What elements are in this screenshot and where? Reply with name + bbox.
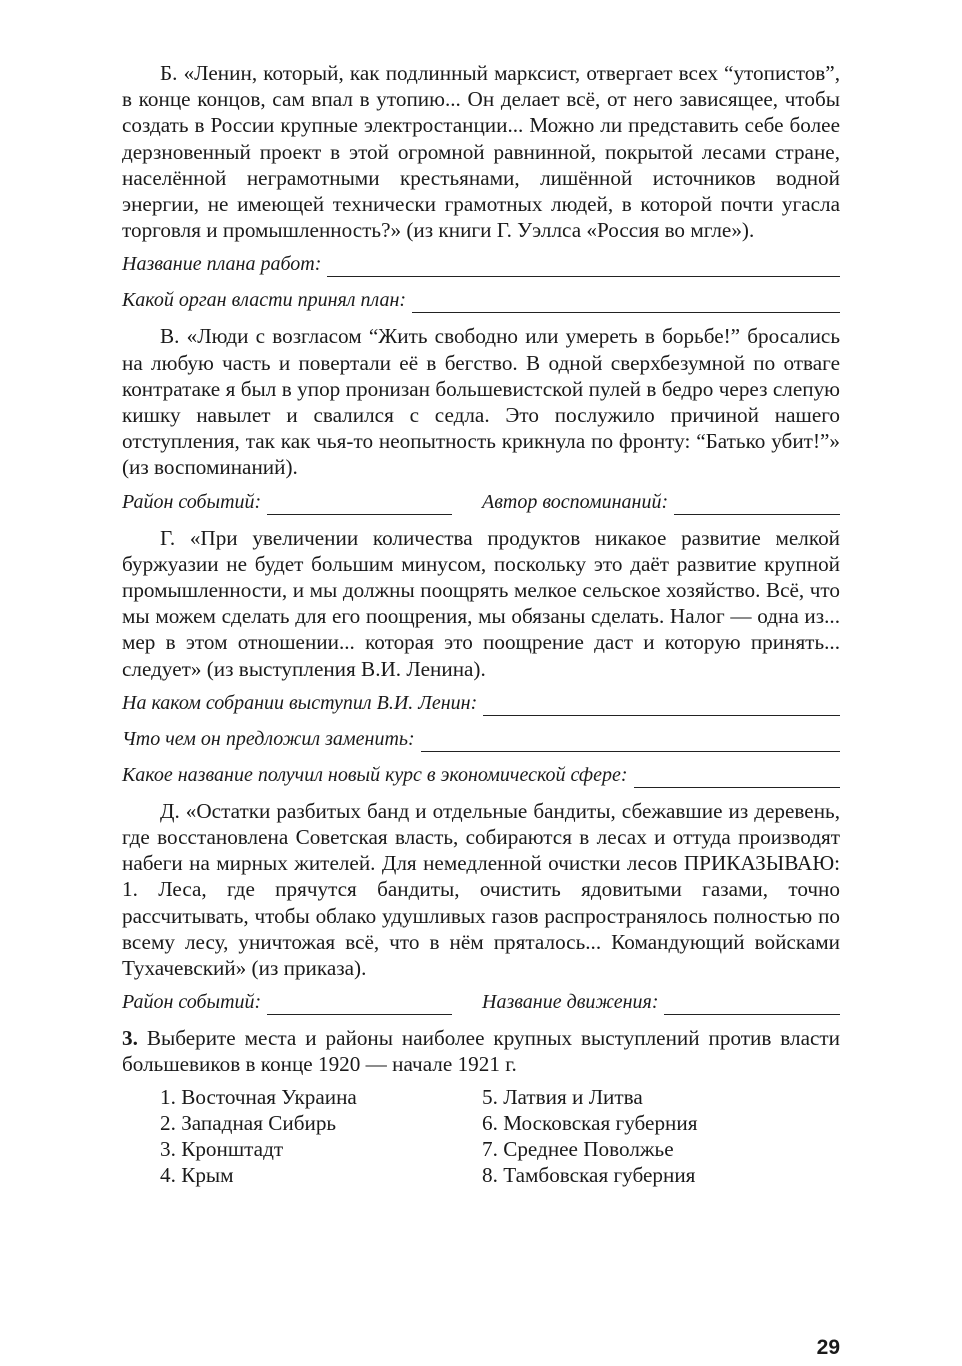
field-congress-label: На каком собрании выступил В.И. Ленин: bbox=[122, 691, 478, 714]
option-4[interactable]: 4. Крым bbox=[160, 1163, 234, 1188]
quote-d: Д. «Остатки разбитых банд и отдельные бандиты, сбежавшие из деревень, где восстановлена Советская власть, собираются в лесах и оттуда производят набеги на мирных жителей. Для немедленной очистки лесов ПРИКАЗЫВАЮ: 1. Леса, где прячутся бандиты, очистить ядовитыми газами, точно рассчитывать, чтобы облако удушливых газов распространялось полностью по всему лесу, уничтожая всё, что в нём пряталось... Командующий войсками Тухачевский» (из приказа). bbox=[122, 798, 840, 981]
field-authority-label: Какой орган власти принял план: bbox=[122, 289, 407, 312]
option-7[interactable]: 7. Среднее Поволжье bbox=[482, 1137, 674, 1162]
option-3[interactable]: 3. Кронштадт bbox=[160, 1137, 284, 1162]
field-plan-name-label: Название плана работ: bbox=[122, 253, 322, 276]
field-plan-name bbox=[122, 251, 840, 277]
answer-line-region-v[interactable] bbox=[267, 495, 452, 515]
quote-v: В. «Люди с возгласом “Жить свободно или умереть в борьбе!” бросались на любую часть и повертали её в бегство. В одной сверхбезумной по отваге контратаке я был в упор пронизан большевистской пулей в бедро через слепую кишку навылет и свалился с седла. Это послужило причиной нашего отступления, так как чья-то неопытность крикнула по фронту: “Батько убит!”» (из воспоминаний). bbox=[122, 324, 840, 480]
option-5[interactable]: 5. Латвия и Литва bbox=[482, 1084, 643, 1109]
task-3-options bbox=[160, 1084, 840, 1189]
answer-line-authority[interactable] bbox=[412, 293, 840, 313]
answer-line-course-name[interactable] bbox=[634, 768, 840, 788]
field-authority bbox=[122, 287, 840, 313]
field-region-d bbox=[122, 989, 452, 1015]
answer-line-author[interactable] bbox=[674, 495, 840, 515]
field-region-v bbox=[122, 489, 452, 515]
answer-line-congress[interactable] bbox=[483, 696, 840, 716]
answer-line-movement[interactable] bbox=[664, 995, 840, 1015]
field-movement-label: Название движения: bbox=[482, 991, 659, 1014]
field-course-name bbox=[122, 762, 840, 788]
field-author-label: Автор воспоминаний: bbox=[482, 490, 669, 513]
field-region-v-label: Район событий: bbox=[122, 490, 262, 513]
field-replace bbox=[122, 726, 840, 752]
field-course-name-label: Какое название получил новый курс в экономической сфере: bbox=[122, 763, 628, 786]
task-3 bbox=[122, 1025, 840, 1077]
option-6[interactable]: 6. Московская губерния bbox=[482, 1110, 698, 1135]
page-content bbox=[122, 60, 840, 1189]
field-congress bbox=[122, 690, 840, 716]
quote-b: Б. «Ленин, который, как подлинный марксист, отвергает всех “утопистов”, в конце концов, сам впал в утопию... Он делает всё, от него зависящее, чтобы создать в России крупные электростанции... Можно ли представить себе более дерзновенный проект в этой огромной равнинной, покрытой лесами стране, населённой неграмотными крестьянами, лишённой источников водной энергии, не имеющей технически грамотных людей, в которой почти угасла торговля и промышленность?» (из книги Г. Уэллса «Россия во мгле»). bbox=[122, 61, 840, 243]
field-row-v bbox=[122, 489, 840, 515]
field-movement bbox=[482, 989, 840, 1015]
option-8[interactable]: 8. Тамбовская губерния bbox=[482, 1163, 696, 1188]
option-1[interactable]: 1. Восточная Украина bbox=[160, 1084, 357, 1109]
answer-line-plan-name[interactable] bbox=[327, 257, 840, 277]
field-row-d bbox=[122, 989, 840, 1015]
field-region-d-label: Район событий: bbox=[122, 991, 262, 1014]
task-3-number: 3. bbox=[122, 1026, 138, 1051]
answer-line-replace[interactable] bbox=[421, 732, 840, 752]
option-2[interactable]: 2. Западная Сибирь bbox=[160, 1110, 337, 1135]
field-author bbox=[482, 489, 840, 515]
task-3-text: Выберите места и районы наиболее крупных выступлений против власти большевиков в конце 1920 — начале 1921 г. bbox=[122, 1026, 840, 1077]
field-replace-label: Что чем он предложил заменить: bbox=[122, 727, 415, 750]
quote-g: Г. «При увеличении количества продуктов никакое развитие мелкой буржуазии не будет большим минусом, поскольку это даёт развитие крупной промышленности, и мы должны поощрять мелкое сельское хозяйство. Всё, что мы можем сделать для его поощрения, мы обязаны сделать. Налог — одна из... мер в этом отношении... которая это поощрение даст и которую принять... следует» (из выступления В.И. Ленина). bbox=[122, 525, 840, 681]
page-number: 29 bbox=[816, 1336, 840, 1359]
answer-line-region-d[interactable] bbox=[267, 995, 452, 1015]
